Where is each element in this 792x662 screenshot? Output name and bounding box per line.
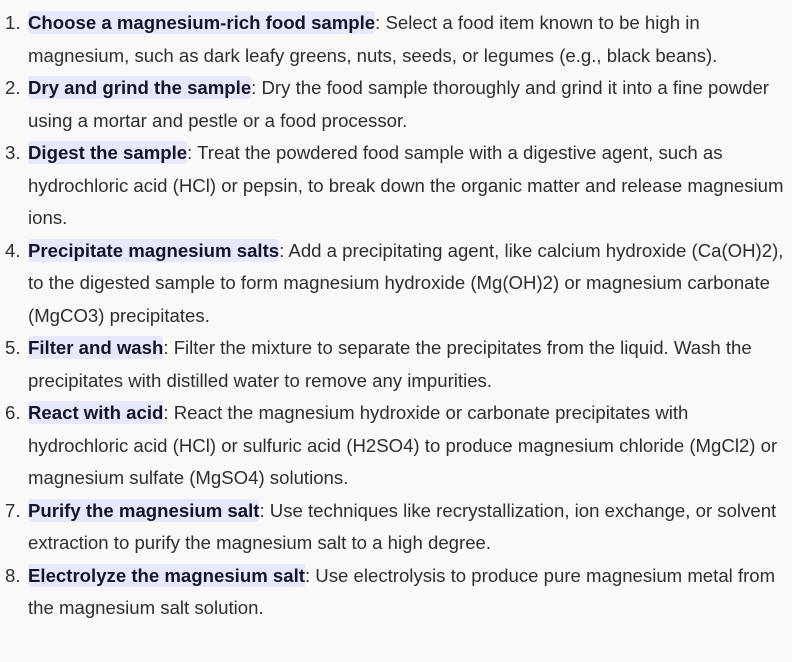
step-number: 2. bbox=[5, 77, 21, 98]
step-description: : Add a precipitating agent, like calcium hydroxide (Ca(OH)2), to the digested sample to form magnesium hydroxide (Mg(OH)2) or magnesium carbonate (MgCO3) precipitates. bbox=[28, 239, 784, 326]
step-number: 3. bbox=[5, 142, 21, 163]
step-title: Filter and wash bbox=[28, 337, 164, 358]
step-description: : Use electrolysis to produce pure magnesium metal from the magnesium salt solution. bbox=[28, 564, 776, 618]
step-description: : Use techniques like recrystallization, ion exchange, or solvent extraction to purify the magnesium salt to a high degree. bbox=[28, 499, 777, 553]
step-title: Precipitate magnesium salts bbox=[28, 239, 280, 261]
step-item bbox=[0, 560, 792, 625]
step-title: Choose a magnesium-rich food sample bbox=[28, 12, 376, 33]
step-title: React with acid bbox=[28, 402, 164, 423]
step-item bbox=[0, 7, 792, 72]
step-number: 6. bbox=[5, 402, 21, 423]
step-number: 5. bbox=[5, 337, 21, 358]
step-description: : Select a food item known to be high in magnesium, such as dark leafy greens, nuts, seeds, or legumes (e.g., black beans). bbox=[28, 12, 718, 66]
step-title: Electrolyze the magnesium salt bbox=[28, 564, 305, 586]
step-item bbox=[0, 332, 792, 397]
step-item bbox=[0, 72, 792, 137]
step-number: 7. bbox=[5, 499, 21, 521]
step-item bbox=[0, 397, 792, 495]
step-title: Dry and grind the sample bbox=[28, 77, 252, 98]
step-number: 1. bbox=[5, 12, 21, 33]
step-description: : Treat the powdered food sample with a digestive agent, such as hydrochloric acid (HCl) or pepsin, to break down the organic matter and release magnesium ions. bbox=[28, 142, 784, 228]
step-number: 4. bbox=[5, 239, 21, 261]
step-title: Digest the sample bbox=[28, 142, 188, 163]
step-description: : Dry the food sample thoroughly and grind it into a fine powder using a mortar and pestle or a food processor. bbox=[28, 77, 770, 131]
step-description: : Filter the mixture to separate the precipitates from the liquid. Wash the precipitates with distilled water to remove any impurities. bbox=[28, 337, 752, 391]
step-item bbox=[0, 235, 792, 333]
step-number: 8. bbox=[5, 564, 21, 586]
step-item bbox=[0, 137, 792, 235]
step-description: : React the magnesium hydroxide or carbonate precipitates with hydrochloric acid (HCl) or sulfuric acid (H2SO4) to produce magnesium chloride (MgCl2) or magnesium sulfate (MgSO4) solutions. bbox=[28, 402, 778, 488]
step-title: Purify the magnesium salt bbox=[28, 499, 260, 521]
step-item bbox=[0, 495, 792, 560]
